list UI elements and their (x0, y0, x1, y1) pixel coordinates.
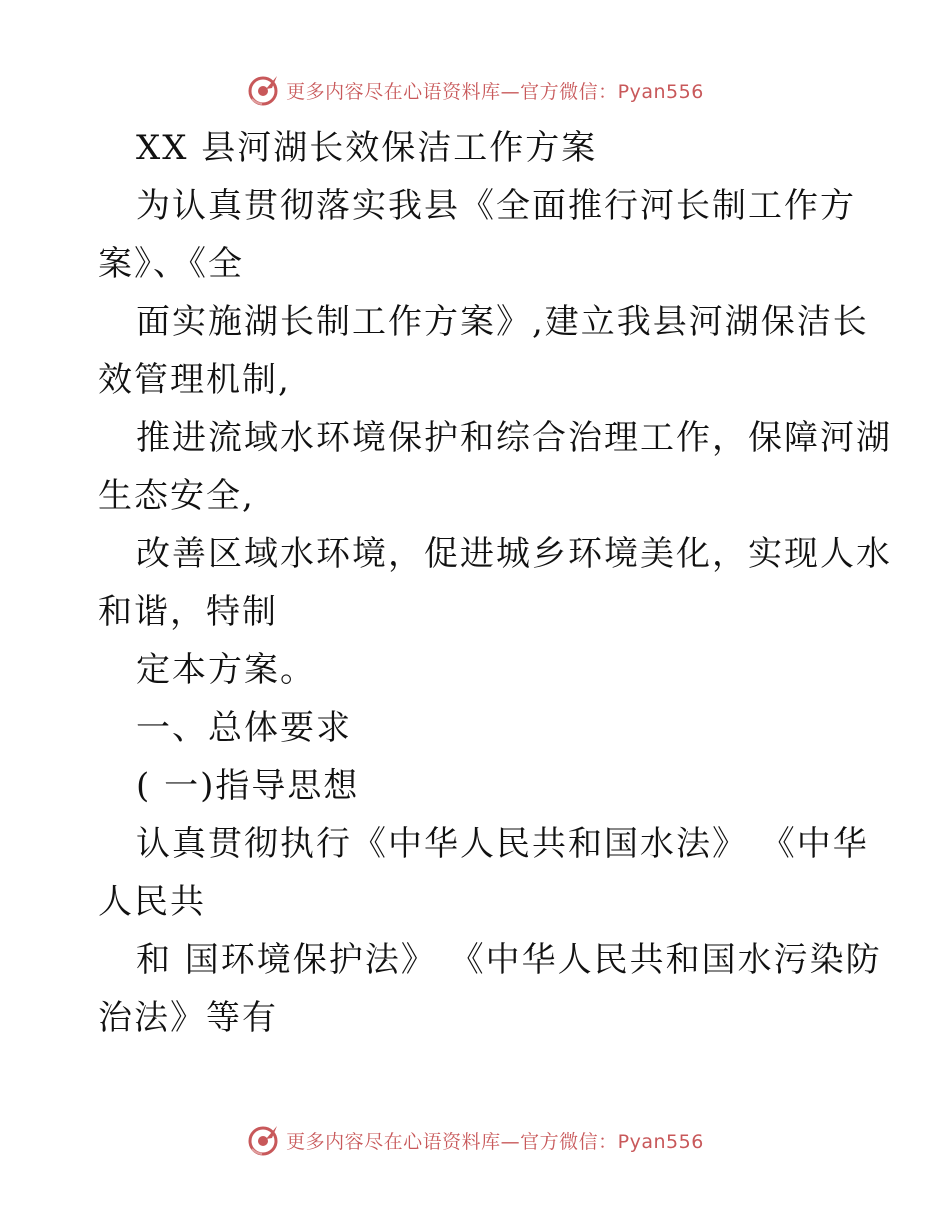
paragraph-line: 和 国环境保护法》 《中华人民共和国水污染防 (136, 940, 882, 980)
paragraph-line: 改善区域水环境，促进城乡环境美化，实现人水 (136, 534, 892, 574)
header-watermark-inner (246, 73, 704, 107)
watermark-text: 更多内容尽在心语资料库—官方微信：Pyan556 (286, 80, 704, 103)
paragraph-line: 推进流域水环境保护和综合治理工作，保障河湖 (136, 418, 892, 458)
quill-pen-circle-icon (246, 73, 280, 107)
paragraph-line: 案》、《全 (98, 244, 244, 284)
header-watermark (0, 70, 950, 110)
section-heading: 一、总体要求 (136, 708, 352, 748)
paragraph-line: 面实施湖长制工作方案》,建立我县河湖保洁长 (136, 302, 869, 342)
paragraph-line: 定本方案。 (136, 650, 316, 690)
watermark-text: 更多内容尽在心语资料库—官方微信：Pyan556 (286, 1130, 704, 1153)
paragraph-line: 生态安全, (98, 476, 255, 516)
paragraph-line: 和谐，特制 (98, 592, 278, 632)
paragraph-line: 为认真贯彻落实我县《全面推行河长制工作方 (136, 186, 856, 226)
paragraph-line: 人民共 (98, 882, 206, 922)
quill-pen-circle-icon (246, 1123, 280, 1157)
paragraph-line: 认真贯彻执行《中华人民共和国水法》 《中华 (136, 824, 869, 864)
subsection-heading: ( 一)指导思想 (136, 766, 360, 806)
document-title: XX 县河湖长效保洁工作方案 (136, 128, 598, 168)
footer-watermark (0, 1120, 950, 1160)
paragraph-line: 效管理机制, (98, 360, 291, 400)
paragraph-line: 治法》等有 (98, 998, 278, 1038)
footer-watermark-inner (246, 1123, 704, 1157)
